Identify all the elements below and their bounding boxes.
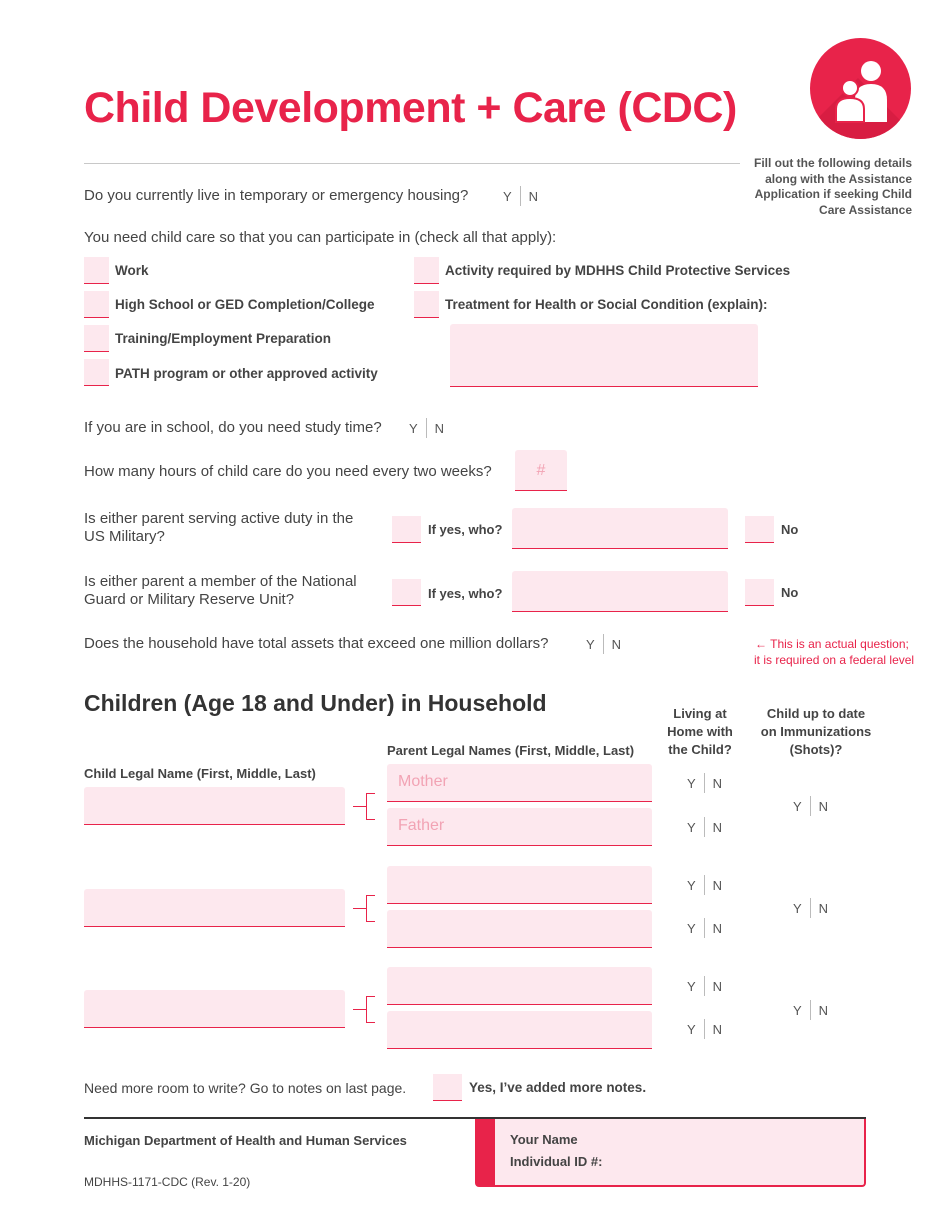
living-at-home-header: [655, 705, 745, 759]
bracket-connector: [353, 1009, 366, 1010]
living-header-line: Living at: [673, 706, 727, 721]
checkbox-school[interactable]: [84, 291, 109, 318]
yes-option[interactable]: Y: [793, 1002, 802, 1018]
child-name-field[interactable]: [84, 990, 345, 1028]
no-option[interactable]: N: [712, 877, 723, 893]
hours-field[interactable]: [515, 450, 567, 491]
instructions-note: Fill out the following details along with the Assistance Application if seeking Child Care Assistance: [754, 156, 912, 217]
bracket-connector: [366, 996, 375, 1023]
question-military-line1: Is either parent serving active duty in the: [84, 510, 354, 527]
yes-option[interactable]: Y: [687, 877, 696, 893]
checkbox-military-yes[interactable]: [392, 516, 421, 543]
yes-option[interactable]: Y: [793, 798, 802, 814]
checkbox-work[interactable]: [84, 257, 109, 284]
no-option[interactable]: N: [712, 1021, 723, 1037]
living-header-line: Home with: [667, 724, 733, 739]
checkbox-path[interactable]: [84, 359, 109, 386]
assets-note-line2: it is required on a federal level: [754, 653, 915, 667]
header-divider: [84, 163, 740, 164]
no-option[interactable]: N: [712, 819, 723, 835]
checkbox-label: PATH program or other approved activity: [115, 366, 378, 381]
children-heading: Children (Age 18 and Under) in Household: [84, 690, 547, 716]
checkbox-treatment[interactable]: [414, 291, 439, 318]
question-participate: You need child care so that you can participate in (check all that apply):: [84, 229, 557, 246]
checkbox-training[interactable]: [84, 325, 109, 352]
bracket-connector: [366, 895, 375, 922]
immunization-yes-no[interactable]: [793, 898, 828, 918]
hours-placeholder: #: [536, 462, 546, 479]
immun-header-line: (Shots)?: [789, 742, 843, 757]
more-room-text: Need more room to write? Go to notes on last page.: [84, 1080, 407, 1096]
bracket-connector: [353, 908, 366, 909]
question-guard-line1: Is either parent a member of the National: [84, 573, 357, 590]
no-option[interactable]: N: [712, 978, 723, 994]
child-name-field[interactable]: [84, 889, 345, 927]
yes-option[interactable]: Y: [793, 900, 802, 916]
child-name-field[interactable]: [84, 787, 345, 825]
no-label: No: [781, 522, 799, 537]
your-name-label: Your Name: [510, 1132, 578, 1147]
identity-box[interactable]: [475, 1119, 866, 1187]
father-name-field[interactable]: [387, 808, 652, 846]
no-option[interactable]: N: [712, 775, 723, 791]
checkbox-label: Activity required by MDHHS Child Protective Services: [445, 263, 791, 278]
yes-option[interactable]: Y: [687, 819, 696, 835]
if-yes-who-label: If yes, who?: [428, 586, 503, 601]
assets-note-line1: ← This is an actual question;: [755, 637, 909, 651]
living-header-line: the Child?: [668, 742, 732, 757]
yes-option[interactable]: Y: [687, 1021, 696, 1037]
living-yes-no[interactable]: [687, 918, 722, 938]
father-placeholder: Father: [398, 817, 445, 834]
immun-header-line: Child up to date: [766, 706, 866, 721]
parent-names-header: Parent Legal Names (First, Middle, Last): [387, 743, 635, 758]
checkbox-label: High School or GED Completion/College: [115, 297, 375, 312]
yes-option[interactable]: Y: [687, 775, 696, 791]
individual-id-label: Individual ID #:: [510, 1154, 603, 1169]
question-hours: How many hours of child care do you need every two weeks?: [84, 463, 492, 480]
mother-name-field[interactable]: [387, 764, 652, 802]
immunizations-header: [750, 705, 882, 759]
question-assets: Does the household have total assets that exceed one million dollars?: [84, 635, 549, 652]
yes-option[interactable]: Y: [409, 420, 418, 436]
checkbox-label: Work: [115, 263, 149, 278]
no-option[interactable]: N: [611, 636, 622, 652]
immunization-yes-no[interactable]: [793, 796, 828, 816]
checkbox-military-no[interactable]: [745, 516, 774, 543]
yes-option[interactable]: Y: [586, 636, 595, 652]
question-military-line2: US Military?: [84, 528, 165, 545]
immunization-yes-no[interactable]: [793, 1000, 828, 1020]
immun-header-line: on Immunizations: [760, 724, 872, 739]
no-option[interactable]: N: [712, 920, 723, 936]
no-option[interactable]: N: [818, 1002, 829, 1018]
parent-name-field[interactable]: [387, 1011, 652, 1049]
living-yes-no[interactable]: [687, 976, 722, 996]
page-title: Child Development + Care (CDC): [84, 84, 737, 132]
checkbox-label: Training/Employment Preparation: [115, 331, 332, 346]
department-name: Michigan Department of Health and Human Services: [84, 1133, 407, 1148]
study-yes-no[interactable]: [409, 418, 444, 438]
yes-option[interactable]: Y: [687, 978, 696, 994]
accent-bar: [477, 1119, 495, 1185]
parent-name-field[interactable]: [387, 910, 652, 948]
checkbox-label: Treatment for Health or Social Condition (explain):: [445, 297, 768, 312]
no-option[interactable]: N: [818, 900, 829, 916]
no-option[interactable]: N: [818, 798, 829, 814]
question-guard-line2: Guard or Military Reserve Unit?: [84, 591, 295, 608]
question-study: If you are in school, do you need study time?: [84, 419, 382, 436]
treatment-explain-field[interactable]: [450, 324, 758, 387]
parent-name-field[interactable]: [387, 866, 652, 904]
form-id: MDHHS-1171-CDC (Rev. 1-20): [84, 1175, 251, 1189]
no-option[interactable]: N: [528, 188, 539, 204]
parent-name-field[interactable]: [387, 967, 652, 1005]
mother-placeholder: Mother: [398, 773, 448, 790]
assets-yes-no[interactable]: [586, 634, 621, 654]
no-option[interactable]: N: [434, 420, 445, 436]
no-label: No: [781, 585, 799, 600]
living-yes-no[interactable]: [687, 875, 722, 895]
living-yes-no[interactable]: [687, 773, 722, 793]
more-notes-label: Yes, I’ve added more notes.: [469, 1080, 647, 1095]
living-yes-no[interactable]: [687, 817, 722, 837]
checkbox-more-notes[interactable]: [433, 1074, 462, 1101]
child-name-header: Child Legal Name (First, Middle, Last): [84, 766, 316, 781]
guard-who-field[interactable]: [512, 571, 728, 612]
yes-option[interactable]: Y: [687, 920, 696, 936]
family-icon: [810, 38, 911, 139]
checkbox-cps-activity[interactable]: [414, 257, 439, 284]
military-who-field[interactable]: [512, 508, 728, 549]
question-housing: Do you currently live in temporary or emergency housing?: [84, 187, 469, 204]
checkbox-guard-no[interactable]: [745, 579, 774, 606]
checkbox-guard-yes[interactable]: [392, 579, 421, 606]
bracket-connector: [353, 806, 366, 807]
housing-yes-no[interactable]: [503, 186, 538, 206]
bracket-connector: [366, 793, 375, 820]
if-yes-who-label: If yes, who?: [428, 522, 503, 537]
yes-option[interactable]: Y: [503, 188, 512, 204]
living-yes-no[interactable]: [687, 1019, 722, 1039]
